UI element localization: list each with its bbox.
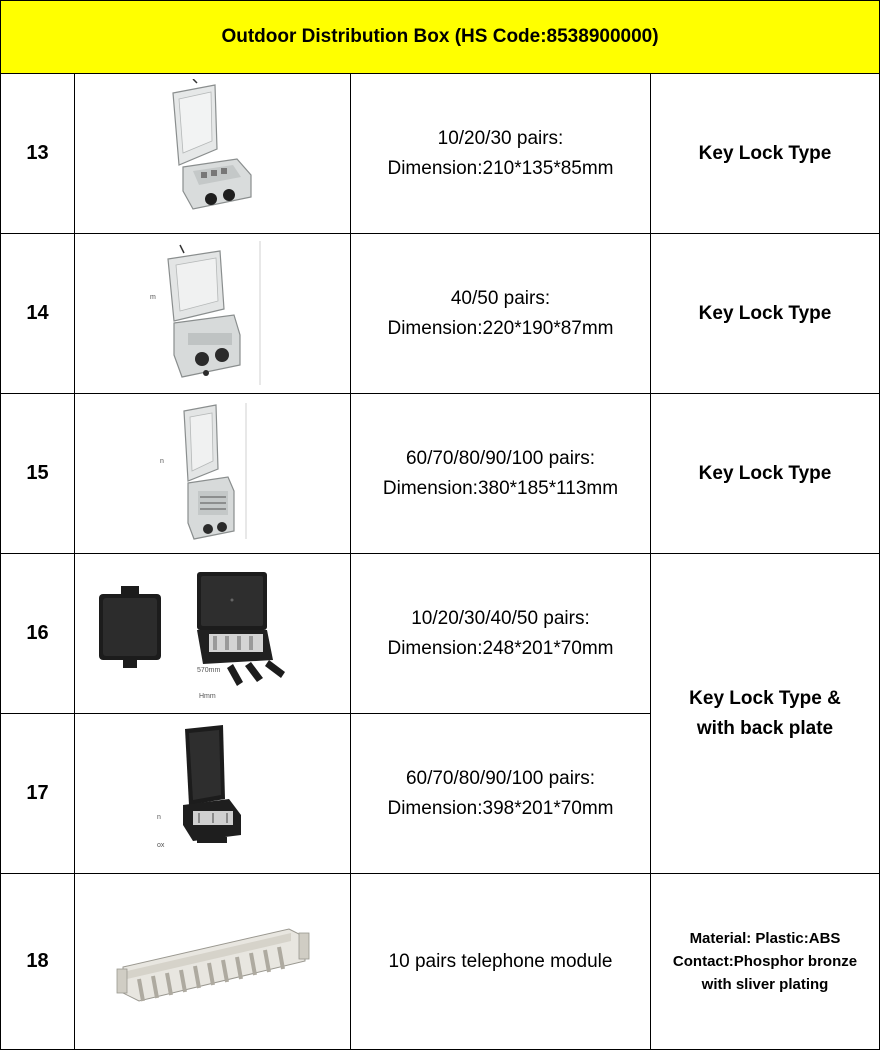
product-image-cell: [75, 74, 351, 234]
pairs-text: 40/50 pairs:: [450, 287, 551, 309]
pairs-text: 60/70/80/90/100 pairs:: [405, 767, 596, 789]
row-number: 17: [1, 714, 75, 874]
product-description: [351, 234, 651, 394]
product-image-cell: [75, 234, 351, 394]
product-image-cell: [75, 714, 351, 874]
image-caption: m: [149, 293, 156, 301]
image-caption-secondary: ox: [156, 841, 164, 849]
plating-line: with sliver plating: [701, 976, 829, 993]
header-row: [1, 1, 880, 74]
pairs-text: 10/20/30/40/50 pairs:: [411, 607, 590, 629]
product-image-cell: [75, 394, 351, 554]
product-description: [351, 554, 651, 714]
product-image-cell: [75, 874, 351, 1050]
image-caption: n: [156, 813, 161, 821]
contact-line: Contact:Phosphor bronze: [672, 953, 858, 970]
product-description: 10 pairs telephone module: [351, 874, 651, 1050]
lock-type: Key Lock Type: [651, 234, 880, 394]
product-image-cell: [75, 554, 351, 714]
table-row: [1, 234, 880, 394]
row-number: 16: [1, 554, 75, 714]
image-caption-secondary: Hmm: [198, 692, 216, 700]
image-caption: 570mm: [196, 666, 220, 674]
row-number: 13: [1, 74, 75, 234]
dimension-text: Dimension:220*190*87mm: [387, 317, 614, 339]
product-description: [351, 394, 651, 554]
material-spec: [651, 874, 880, 1050]
black-outdoor-box-tall-icon: [153, 719, 273, 869]
row-number: 18: [1, 874, 75, 1050]
grey-outdoor-box-tall-icon: [158, 399, 268, 549]
table-row: [1, 874, 880, 1050]
material-line: Material: Plastic:ABS: [689, 930, 841, 947]
product-description: [351, 714, 651, 874]
dimension-text: Dimension:380*185*113mm: [382, 477, 619, 499]
pairs-text: 10/20/30 pairs:: [437, 127, 564, 149]
telephone-module-strip-icon: [113, 907, 313, 1017]
table-row: [1, 554, 880, 714]
lock-type: Key Lock Type: [651, 394, 880, 554]
dimension-text: Dimension:210*135*85mm: [387, 157, 614, 179]
row-number: 15: [1, 394, 75, 554]
lock-type-merged: [651, 554, 880, 874]
grey-outdoor-box-small-icon: [153, 79, 273, 229]
image-caption: n: [159, 457, 164, 465]
dimension-text: Dimension:248*201*70mm: [387, 637, 614, 659]
lock-type: Key Lock Type: [651, 74, 880, 234]
grey-outdoor-box-medium-icon: [148, 239, 278, 389]
table-row: [1, 394, 880, 554]
dimension-text: Dimension:398*201*70mm: [387, 797, 614, 819]
row-number: 14: [1, 234, 75, 394]
lock-type-line1: Key Lock Type &: [689, 687, 841, 709]
table-title: Outdoor Distribution Box (HS Code:8538900000): [1, 1, 880, 74]
black-outdoor-box-pair-icon: [93, 564, 333, 704]
product-description: [351, 74, 651, 234]
lock-type-line2: with back plate: [696, 717, 834, 739]
pairs-text: 60/70/80/90/100 pairs:: [405, 447, 596, 469]
table-row: [1, 74, 880, 234]
